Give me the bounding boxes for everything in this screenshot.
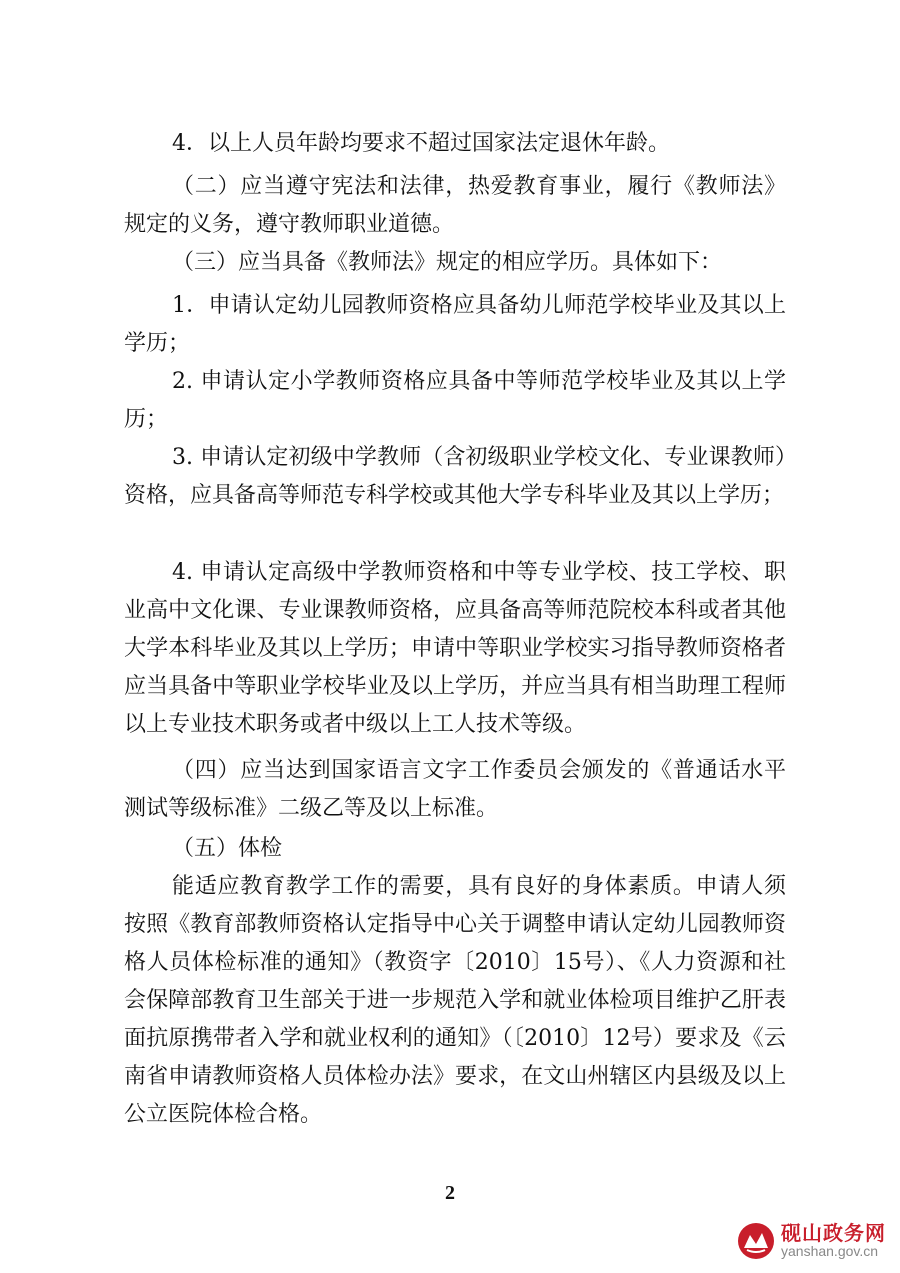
paragraph-item-3: 3. 申请认定初级中学教师（含初级职业学校文化、专业课教师）资格，应具备高等师范专科学校或其他大学专科毕业及其以上学历； [124,445,786,508]
paragraph-physical-exam: 能适应教育教学工作的需要，具有良好的身体素质。申请人须按照《教育部教师资格认定指导中心关于调整申请认定幼儿园教师资格人员体检标准的通知》（教资字〔2010〕15号）、《人力资源和社会保障部教育卫生部关于进一步规范入学和就业体检项目维护乙肝表面抗原携带者入学和就业权利的通知》（〔2010〕12号）要求及《云南省申请教师资格人员体检办法》要求，在文山州辖区内县级及以上公立医院体检合格。 [124,874,786,1127]
paragraph-item-4: 4. 申请认定高级中学教师资格和中等专业学校、技工学校、职业高中文化课、专业课教师资格，应具备高等师范院校本科或者其他大学本科毕业及其以上学历；申请中等职业学校实习指导教师资格者应当具备中等职业学校毕业及以上学历，并应当具有相当助理工程师以上专业技术职务或者中级以上工人技术等级。 [124,560,786,737]
watermark-site-url: yanshan.gov.cn [781,1243,879,1260]
page-number: 2 [445,1182,455,1204]
watermark-site-name: 砚山政务网 [781,1221,886,1246]
yanshan-logo-icon [736,1221,776,1261]
paragraph-section-5-heading: （五）体检 [172,836,283,861]
paragraph-section-4: （四）应当达到国家语言文字工作委员会颁发的《普通话水平测试等级标准》二级乙等及以上标准。 [124,758,786,821]
paragraph-item-1: 1．申请认定幼儿园教师资格应具备幼儿师范学校毕业及其以上学历； [124,293,786,356]
paragraph-section-3: （三）应当具备《教师法》规定的相应学历。具体如下： [172,250,723,275]
paragraph-age-requirement: 4．以上人员年龄均要求不超过国家法定退休年龄。 [172,131,670,156]
site-watermark [736,1221,886,1261]
paragraph-item-2: 2. 申请认定小学教师资格应具备中等师范学校毕业及其以上学历； [124,369,786,432]
paragraph-section-2: （二）应当遵守宪法和法律，热爱教育事业，履行《教师法》规定的义务，遵守教师职业道德。 [124,174,786,237]
